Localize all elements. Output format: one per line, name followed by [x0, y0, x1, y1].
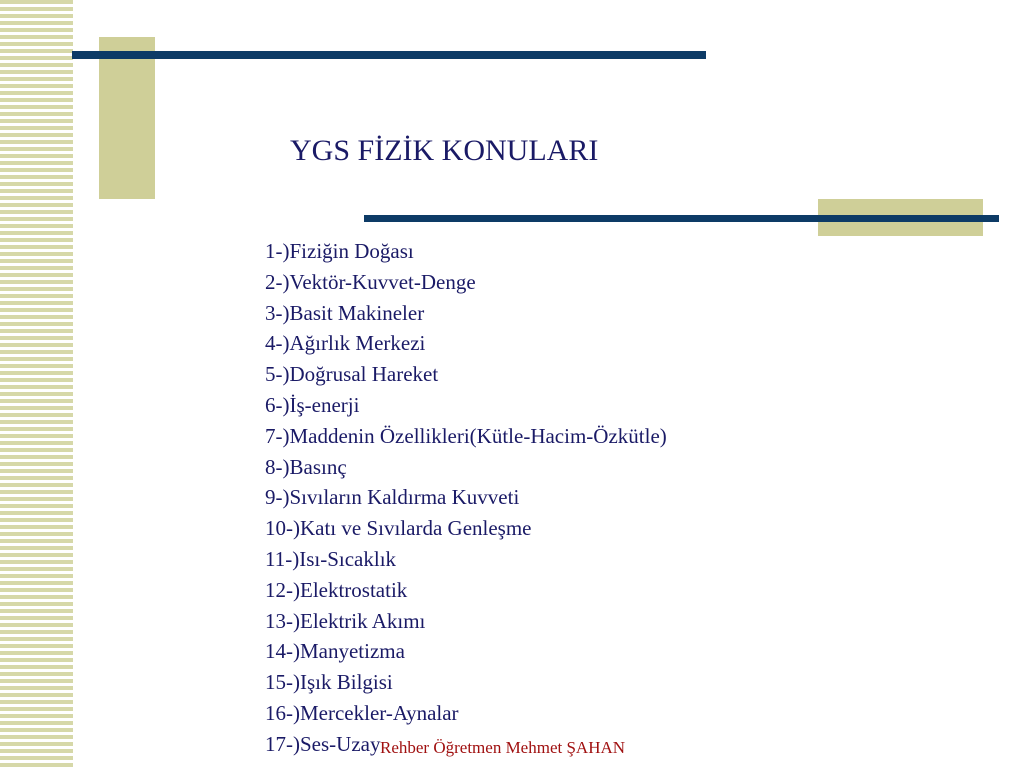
middle-accent-bar [364, 215, 999, 222]
list-item: 14-)Manyetizma [265, 639, 405, 664]
list-item: 15-)Işık Bilgisi [265, 670, 393, 695]
list-item: 10-)Katı ve Sıvılarda Genleşme [265, 516, 532, 541]
list-item: 12-)Elektrostatik [265, 577, 408, 602]
footer-author: Rehber Öğretmen Mehmet ŞAHAN [380, 738, 626, 757]
list-item: 6-)İş-enerji [265, 392, 360, 417]
list-item: 11-)Isı-Sıcaklık [265, 546, 397, 571]
slide-title: YGS FİZİK KONULARI [290, 134, 599, 167]
list-item: 8-)Basınç [265, 454, 347, 479]
list-item: 4-)Ağırlık Merkezi [265, 331, 426, 356]
topic-list [265, 236, 667, 760]
list-item: 16-)Mercekler-Aynalar [265, 700, 459, 725]
list-item: 9-)Sıvıların Kaldırma Kuvveti [265, 485, 520, 510]
list-item: 13-)Elektrik Akımı [265, 608, 426, 633]
left-stripe-decoration [0, 0, 73, 768]
list-item: 17-)Ses-Uzay [265, 731, 381, 756]
olive-accent-block-top [99, 37, 155, 199]
list-item: 7-)Maddenin Özellikleri(Kütle-Hacim-Özkütle) [265, 423, 667, 448]
list-item: 1-)Fiziğin Doğası [265, 239, 414, 263]
list-item: 5-)Doğrusal Hareket [265, 362, 439, 387]
list-item: 3-)Basit Makineler [265, 300, 425, 325]
list-item: 2-)Vektör-Kuvvet-Denge [265, 269, 476, 294]
top-accent-bar [72, 51, 706, 59]
